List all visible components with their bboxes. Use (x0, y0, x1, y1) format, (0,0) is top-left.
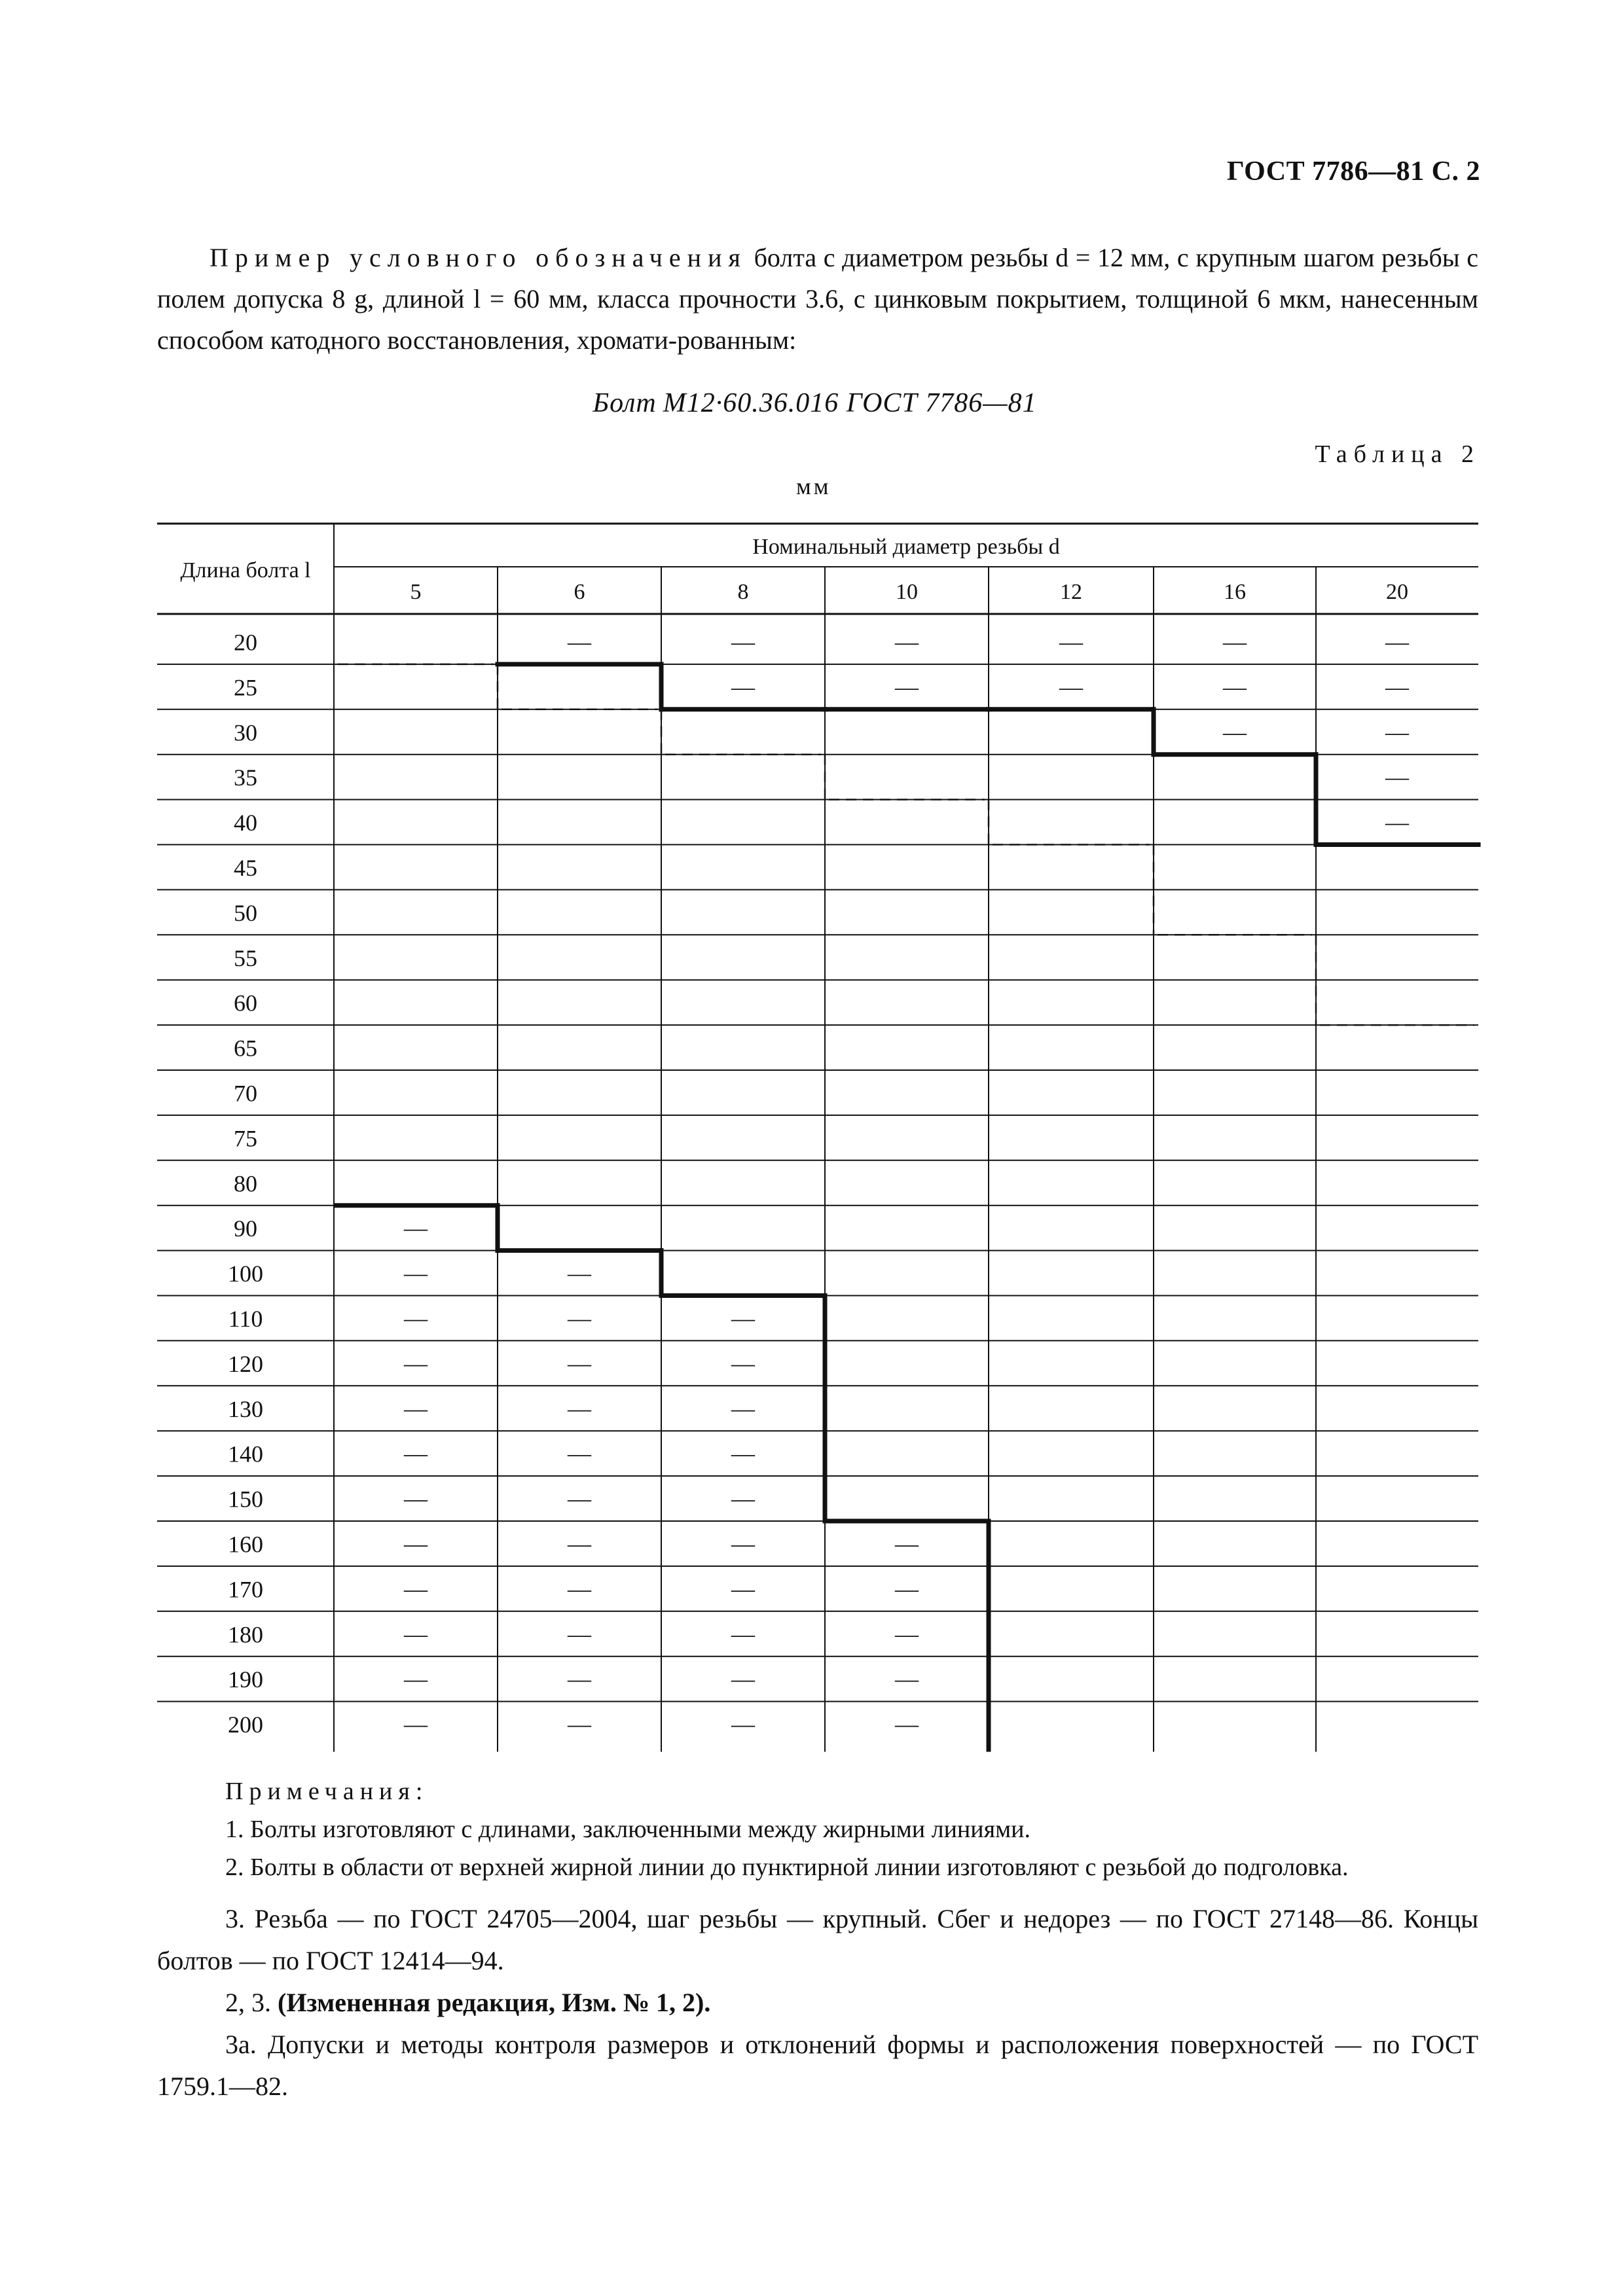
not-made-dash: — (1223, 673, 1247, 700)
not-made-dash: — (895, 1575, 919, 1602)
diameter-header-8: 8 (737, 580, 749, 604)
not-made-dash: — (568, 1666, 591, 1693)
diameter-header-12: 12 (1060, 580, 1082, 604)
not-made-dash: — (731, 1485, 755, 1512)
length-label-30: 30 (234, 719, 257, 746)
diameter-header-10: 10 (896, 580, 918, 604)
clause-2-3-amendment (157, 1982, 1478, 2024)
not-made-dash: — (568, 628, 591, 655)
not-made-dash: — (731, 1621, 755, 1647)
length-label-150: 150 (228, 1486, 263, 1513)
table-units: мм (796, 473, 831, 499)
designation-example (0, 387, 1623, 419)
length-label-130: 130 (228, 1395, 263, 1422)
not-made-dash: — (404, 1485, 428, 1512)
length-label-75: 75 (234, 1125, 257, 1152)
not-made-dash: — (1385, 809, 1409, 836)
not-made-dash: — (1059, 628, 1083, 655)
not-made-dash: — (568, 1621, 591, 1647)
notes-title: Примечания: (225, 1778, 429, 1805)
not-made-dash: — (731, 1440, 755, 1467)
clause-2-3-bold: (Измененная редакция, Изм. № 1, 2). (278, 1988, 711, 2017)
designation-example-paragraph (157, 237, 1478, 361)
table-caption: Таблица 2 (1315, 440, 1480, 468)
not-made-dash: — (404, 1215, 428, 1242)
clause-2-3-prefix: 2, 3. (225, 1988, 278, 2017)
length-label-70: 70 (234, 1080, 257, 1107)
not-made-dash: — (1385, 628, 1409, 655)
not-made-dash: — (568, 1530, 591, 1557)
not-made-dash: — (731, 1711, 755, 1738)
note-1: 1. Болты изготовляют с длинами, заключенными между жирными линиями. (225, 1816, 1030, 1843)
not-made-dash: — (731, 1530, 755, 1557)
not-made-dash: — (404, 1575, 428, 1602)
not-made-dash: — (404, 1530, 428, 1557)
length-label-110: 110 (228, 1305, 263, 1332)
length-label-55: 55 (234, 944, 257, 971)
not-made-dash: — (1385, 719, 1409, 745)
designation-prefix: Болт (593, 388, 657, 418)
clauses-block (157, 1898, 1478, 2108)
not-made-dash: — (731, 1666, 755, 1693)
length-label-90: 90 (234, 1215, 257, 1242)
not-made-dash: — (1385, 764, 1409, 791)
length-label-65: 65 (234, 1035, 257, 1062)
not-made-dash: — (731, 628, 755, 655)
not-made-dash: — (731, 1575, 755, 1602)
example-lead: Пример условного обозначения (210, 243, 747, 272)
not-made-dash: — (568, 1485, 591, 1512)
clause-3a: 3а. Допуски и методы контроля размеров и отклонений формы и расположения поверхностей — по ГОСТ 1759.1—82. (157, 2030, 1478, 2101)
not-made-dash: — (404, 1711, 428, 1738)
not-made-dash: — (568, 1350, 591, 1376)
example-text: болта с диаметром резьбы d = 12 мм, с крупным шагом резьбы с полем допуска 8 g, длиной l = 60 мм, класса прочности 3.6, с цинковым покрытием, толщиной 6 мкм, нанесенным способом катодного восстановления, хромати-рованным: (157, 243, 1479, 355)
diameter-header-16: 16 (1224, 580, 1246, 604)
length-label-200: 200 (228, 1712, 263, 1738)
not-made-dash: — (1223, 628, 1247, 655)
not-made-dash: — (731, 673, 755, 700)
length-label-35: 35 (234, 764, 257, 791)
not-made-dash: — (1385, 673, 1409, 700)
clause-3: 3. Резьба — по ГОСТ 24705—2004, шаг резьбы — крупный. Сбег и недорез — по ГОСТ 27148—86. Концы болтов — по ГОСТ 12414—94. (157, 1904, 1478, 1975)
not-made-dash: — (731, 1350, 755, 1376)
page-header-doc-ref: ГОСТ 7786—81 С. 2 (1226, 156, 1480, 187)
not-made-dash: — (568, 1575, 591, 1602)
not-made-dash: — (404, 1304, 428, 1331)
not-made-dash: — (895, 673, 919, 700)
length-label-50: 50 (234, 899, 257, 926)
not-made-dash: — (731, 1395, 755, 1422)
length-label-190: 190 (228, 1666, 263, 1693)
length-label-25: 25 (234, 674, 257, 701)
length-label-120: 120 (228, 1350, 263, 1377)
not-made-dash: — (568, 1304, 591, 1331)
not-made-dash: — (568, 1395, 591, 1422)
length-label-160: 160 (228, 1531, 263, 1558)
length-label-140: 140 (228, 1441, 263, 1467)
notes-block (157, 1772, 1478, 1886)
diameter-header-20: 20 (1386, 580, 1408, 604)
note-2: 2. Болты в области от верхней жирной линии до пунктирной линии изготовляют с резьбой до подголовка. (225, 1854, 1349, 1881)
diameter-header-5: 5 (410, 580, 422, 604)
length-label-170: 170 (228, 1576, 263, 1603)
not-made-dash: — (895, 1711, 919, 1738)
not-made-dash: — (404, 1440, 428, 1467)
not-made-dash: — (404, 1666, 428, 1693)
length-label-20: 20 (234, 629, 257, 656)
not-made-dash: — (404, 1621, 428, 1647)
not-made-dash: — (568, 1711, 591, 1738)
row-header-label: Длина болта l (180, 558, 311, 583)
not-made-dash: — (404, 1395, 428, 1422)
length-label-180: 180 (228, 1621, 263, 1648)
not-made-dash: — (731, 1304, 755, 1331)
designation-code: М12·60.36.016 ГОСТ 7786—81 (663, 388, 1037, 418)
not-made-dash: — (895, 1666, 919, 1693)
not-made-dash: — (568, 1440, 591, 1467)
not-made-dash: — (404, 1260, 428, 1287)
diameter-header-6: 6 (574, 580, 585, 604)
not-made-dash: — (1059, 673, 1083, 700)
length-label-40: 40 (234, 810, 257, 836)
not-made-dash: — (568, 1260, 591, 1287)
length-label-100: 100 (228, 1261, 263, 1287)
length-label-60: 60 (234, 990, 257, 1016)
not-made-dash: — (404, 1350, 428, 1376)
column-group-header: Номинальный диаметр резьбы d (752, 535, 1060, 559)
not-made-dash: — (895, 1621, 919, 1647)
length-label-45: 45 (234, 854, 257, 881)
not-made-dash: — (1223, 719, 1247, 745)
not-made-dash: — (895, 1530, 919, 1557)
not-made-dash: — (895, 628, 919, 655)
length-label-80: 80 (234, 1170, 257, 1197)
